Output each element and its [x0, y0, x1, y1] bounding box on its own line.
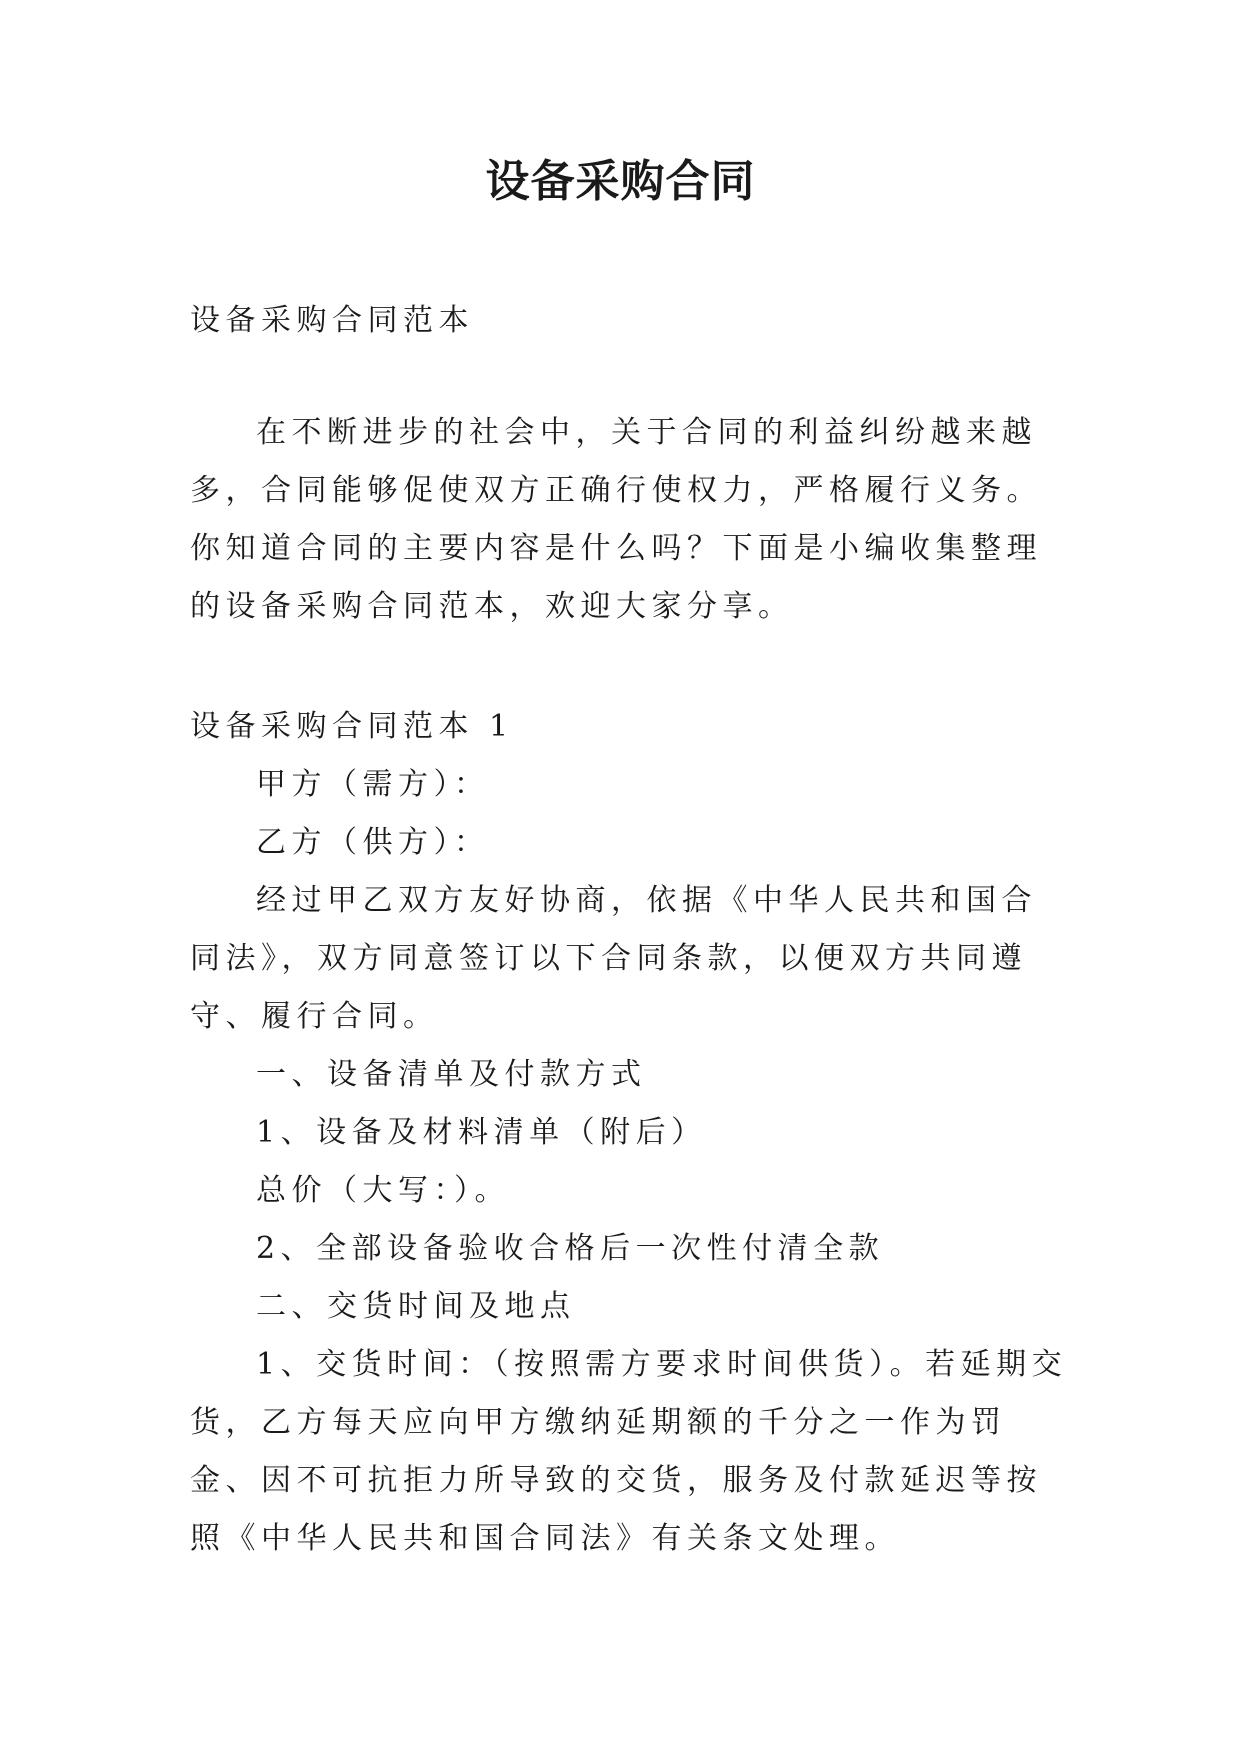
contract-body	[190, 756, 1070, 1568]
sample-heading: 设备采购合同范本 1	[190, 709, 514, 744]
preamble-paragraph: 经过甲乙双方友好协商，依据《中华人民共和国合同法》，双方同意签订以下合同条款，以便双方共同遵守、履行合同。	[190, 883, 1037, 1034]
section2-item1: 1、交货时间：（按照需方要求时间供货）。若延期交货，乙方每天应向甲方缴纳延期额的千分之一作为罚金、因不可抗拒力所导致的交货，服务及付款延迟等按照《中华人民共和国合同法》有关条文处理。	[190, 1347, 1068, 1556]
section1-total: 总价（大写：）。	[256, 1173, 510, 1208]
section2-title: 二、交货时间及地点	[256, 1289, 576, 1324]
document-title: 设备采购合同	[485, 156, 756, 207]
section1-title: 一、设备清单及付款方式	[256, 1057, 647, 1092]
document-subtitle: 设备采购合同范本	[190, 303, 474, 338]
party-a-line: 甲方（需方）：	[256, 767, 490, 802]
intro-paragraph: 在不断进步的社会中，关于合同的利益纠纷越来越多，合同能够促使双方正确行使权力，严格履行义务。你知道合同的主要内容是什么吗？下面是小编收集整理的设备采购合同范本，欢迎大家分享。	[190, 415, 1042, 624]
party-b-line: 乙方（供方）：	[256, 825, 490, 860]
section1-item1: 1、设备及材料清单（附后）	[256, 1115, 707, 1150]
section1-item2: 2、全部设备验收合格后一次性付清全款	[256, 1231, 885, 1266]
